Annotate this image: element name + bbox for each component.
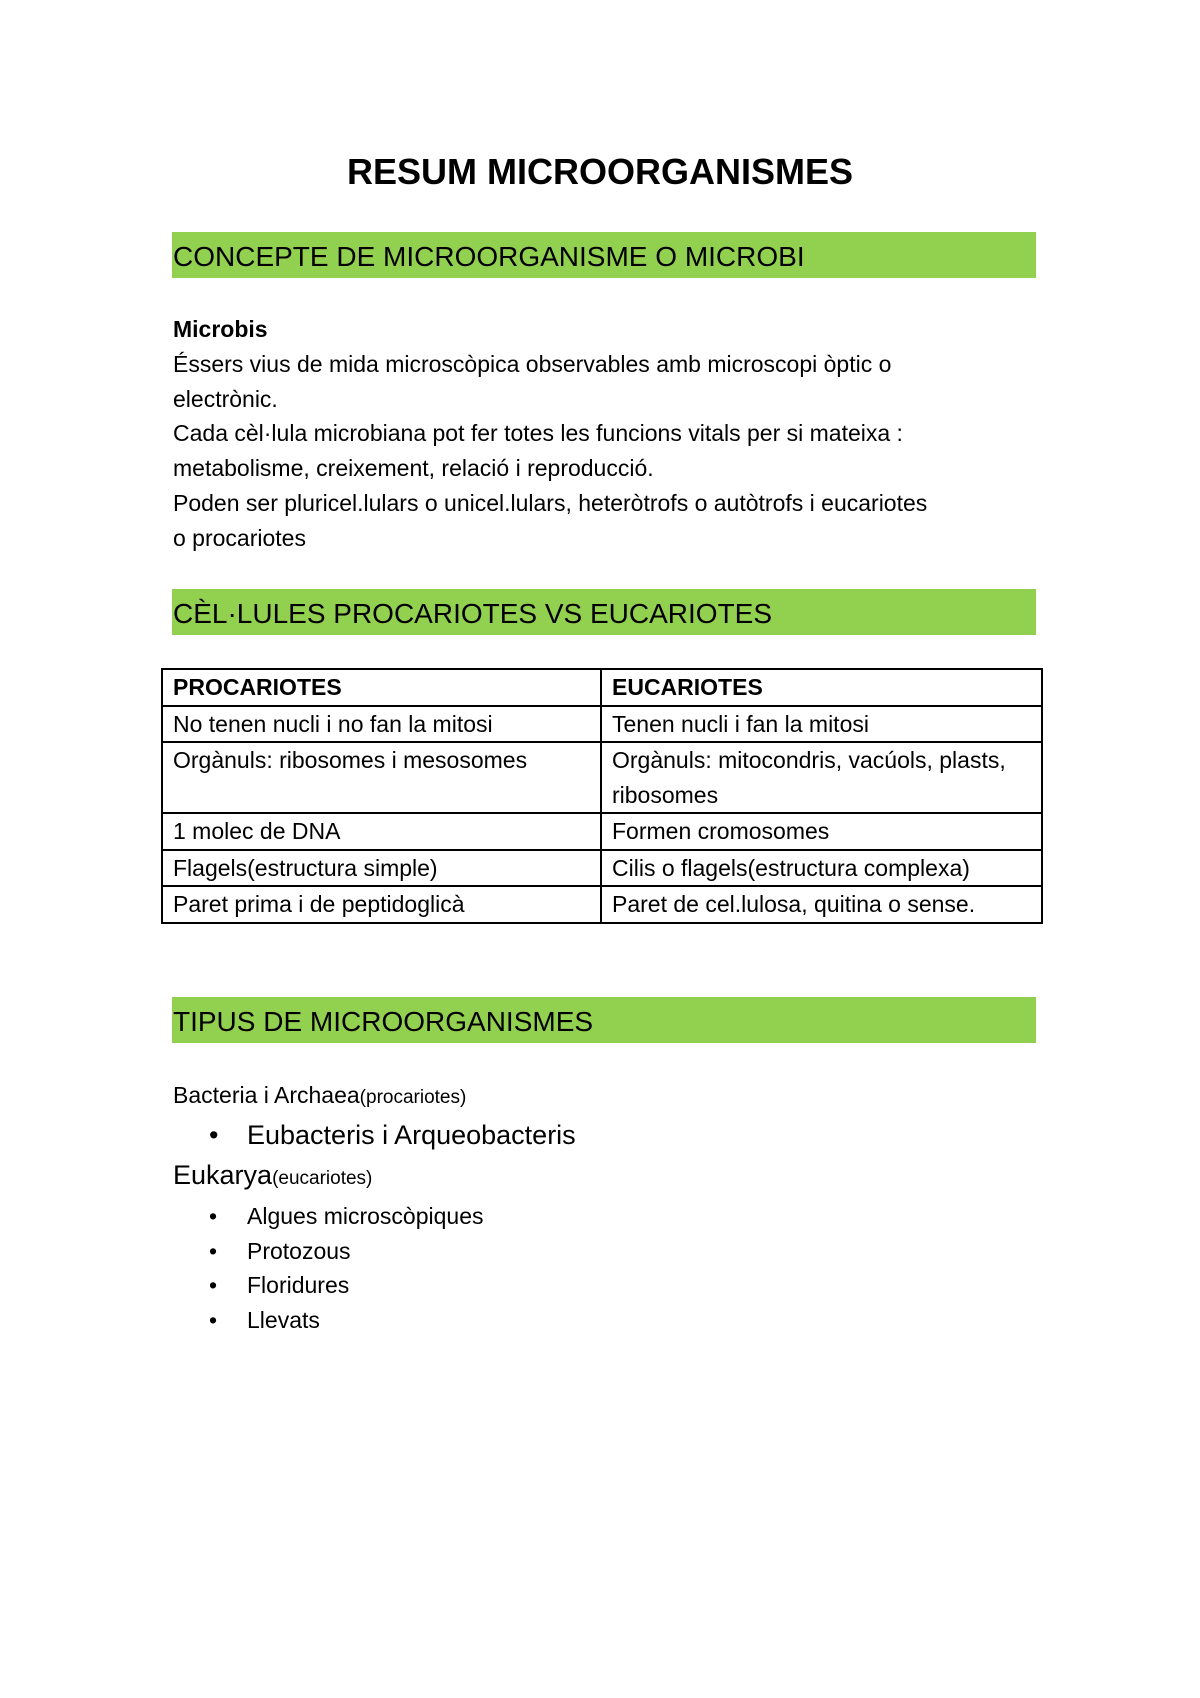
list-item-label: Eubacteris i Arqueobacteris bbox=[247, 1120, 576, 1150]
table-header-cell: PROCARIOTES bbox=[162, 669, 601, 706]
table-cell: Orgànuls: mitocondris, vacúols, plasts, ribosomes bbox=[601, 742, 1042, 813]
comparison-table bbox=[161, 668, 1043, 924]
table-header-row bbox=[162, 669, 1042, 706]
table-cell: Flagels(estructura simple) bbox=[162, 850, 601, 887]
concept-line: Éssers vius de mida microscòpica observables amb microscopi òptic o bbox=[173, 350, 892, 377]
table-row bbox=[162, 813, 1042, 850]
section-heading-concept: CONCEPTE DE MICROORGANISME O MICROBI bbox=[172, 232, 1036, 278]
table-row bbox=[162, 850, 1042, 887]
list-item-label: Protozous bbox=[247, 1237, 351, 1264]
group-heading-eukarya bbox=[173, 1155, 1033, 1199]
table-cell: Cilis o flagels(estructura complexa) bbox=[601, 850, 1042, 887]
group-name: Eukarya bbox=[173, 1160, 273, 1190]
group-items-eukarya bbox=[173, 1199, 1033, 1337]
list-item-label: Floridures bbox=[247, 1272, 350, 1299]
concept-line: Cada cèl·lula microbiana pot fer totes les funcions vitals per si mateixa : bbox=[173, 420, 903, 447]
list-item bbox=[173, 1199, 1033, 1234]
table-cell: Orgànuls: ribosomes i mesosomes bbox=[162, 742, 601, 813]
table-cell: No tenen nucli i no fan la mitosi bbox=[162, 706, 601, 743]
bullet-icon: • bbox=[209, 1120, 219, 1150]
group-items-bacteria bbox=[173, 1115, 1033, 1155]
table-cell: Paret prima i de peptidoglicà bbox=[162, 886, 601, 923]
concept-label: Microbis bbox=[173, 316, 268, 342]
group-note: (procariotes) bbox=[359, 1087, 467, 1108]
table-cell: Tenen nucli i fan la mitosi bbox=[601, 706, 1042, 743]
table-row bbox=[162, 706, 1042, 743]
bullet-icon: • bbox=[209, 1306, 218, 1333]
table-row bbox=[162, 886, 1042, 923]
table-header-cell: EUCARIOTES bbox=[601, 669, 1042, 706]
section-heading-types: TIPUS DE MICROORGANISMES bbox=[172, 997, 1036, 1043]
section-heading-cells: CÈL·LULES PROCARIOTES VS EUCARIOTES bbox=[172, 589, 1036, 635]
types-list bbox=[173, 1078, 1033, 1337]
list-item bbox=[173, 1268, 1033, 1303]
list-item bbox=[173, 1234, 1033, 1269]
bullet-icon: • bbox=[209, 1237, 218, 1264]
list-item bbox=[173, 1115, 1033, 1155]
list-item-label: Llevats bbox=[247, 1306, 320, 1333]
concept-line: electrònic. bbox=[173, 385, 278, 412]
document-title: RESUM MICROORGANISMES bbox=[346, 151, 854, 192]
bullet-icon: • bbox=[209, 1272, 218, 1299]
group-name: Bacteria i Archaea bbox=[173, 1082, 360, 1108]
list-item-label: Algues microscòpiques bbox=[247, 1203, 484, 1229]
list-item bbox=[173, 1303, 1033, 1338]
table-cell: Formen cromosomes bbox=[601, 813, 1042, 850]
concept-line: o procariotes bbox=[173, 524, 306, 551]
group-note: (eucariotes) bbox=[272, 1168, 373, 1189]
table-cell: Paret de cel.lulosa, quitina o sense. bbox=[601, 886, 1042, 923]
concept-line: Poden ser pluricel.lulars o unicel.lulars, heteròtrofs o autòtrofs i eucariotes bbox=[173, 489, 928, 516]
bullet-icon: • bbox=[209, 1203, 218, 1229]
table-row bbox=[162, 742, 1042, 813]
table-cell: 1 molec de DNA bbox=[162, 813, 601, 850]
concept-line: metabolisme, creixement, relació i reproducció. bbox=[173, 455, 654, 482]
group-heading-bacteria bbox=[173, 1078, 1033, 1115]
concept-paragraph bbox=[173, 312, 1053, 556]
